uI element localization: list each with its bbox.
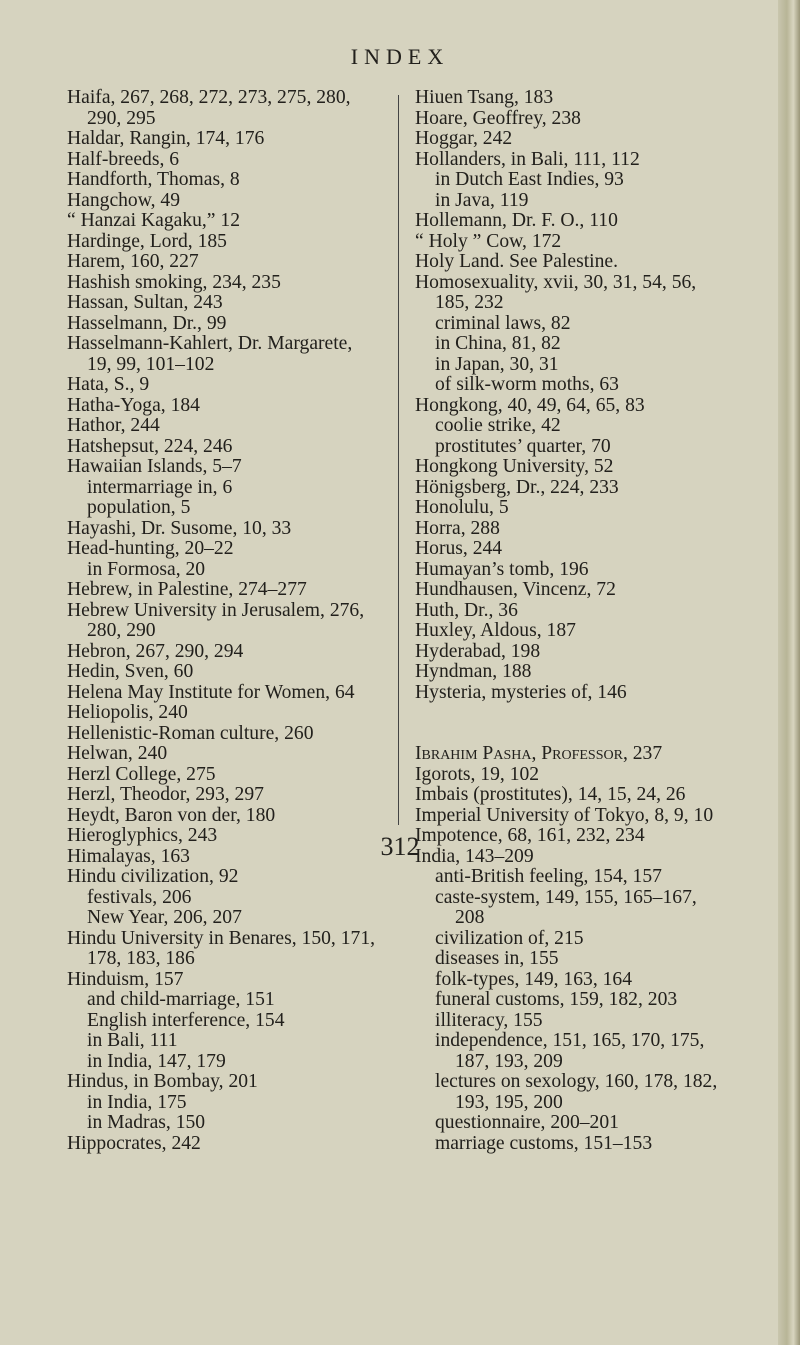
entry-line: Herzl, Theodor, 293, 297 — [67, 784, 264, 805]
index-entry — [67, 170, 392, 191]
page-number: 312 — [380, 832, 420, 861]
index-entry — [67, 314, 392, 335]
entry-line: Hashish smoking, 234, 235 — [67, 271, 281, 293]
index-subentry — [415, 375, 775, 396]
entry-line: Hata, S., 9 — [67, 374, 150, 395]
index-subentry — [415, 1072, 775, 1113]
index-entry — [67, 88, 392, 129]
entry-line: and child-marriage, 151 — [87, 989, 275, 1010]
entry-continuation-line: 290, 295 — [87, 107, 156, 129]
index-entry — [415, 683, 775, 704]
entry-line: Hardinge, Lord, 185 — [67, 230, 227, 252]
entry-line: New Year, 206, 207 — [87, 907, 242, 928]
index-entry — [67, 970, 392, 991]
entry-line: diseases in, 155 — [435, 948, 559, 969]
index-entry — [67, 929, 392, 970]
entry-line: Hongkong, 40, 49, 64, 65, 83 — [415, 394, 645, 416]
entry-line: Humayan’s tomb, 196 — [415, 558, 589, 580]
index-subentry — [415, 191, 775, 212]
entry-line: Hindu University in Benares, 150, 171, — [67, 927, 376, 949]
entry-line: Imperial University of Tokyo, 8, 9, 10 — [415, 804, 714, 826]
entry-line: Hollanders, in Bali, 111, 112 — [415, 148, 640, 170]
entry-line: in Dutch East Indies, 93 — [435, 169, 624, 190]
index-subentry — [67, 1011, 392, 1032]
index-subentry — [67, 1031, 392, 1052]
entry-line: criminal laws, 82 — [435, 312, 571, 334]
index-entry — [67, 396, 392, 417]
index-subentry — [67, 888, 392, 909]
index-entry — [415, 232, 775, 253]
entry-line: Hysteria, mysteries of, 146 — [415, 681, 627, 703]
entry-line: Hellenistic-Roman culture, 260 — [67, 722, 314, 744]
entry-line: Haldar, Rangin, 174, 176 — [67, 128, 265, 149]
entry-line: English interference, 154 — [87, 1009, 285, 1031]
entry-line: Holy Land. See Palestine. — [415, 251, 618, 272]
entry-line: in Japan, 30, 31 — [435, 353, 559, 375]
index-entry — [415, 765, 775, 786]
index-subentry — [415, 170, 775, 191]
column-divider — [398, 95, 399, 825]
entry-line: Hayashi, Dr. Susome, 10, 33 — [67, 517, 292, 539]
index-subentry — [415, 929, 775, 950]
index-entry — [67, 191, 392, 212]
index-entry — [415, 662, 775, 683]
entry-line: anti-British feeling, 154, 157 — [435, 866, 662, 887]
index-entry — [415, 478, 775, 499]
entry-line: in Formosa, 20 — [87, 558, 206, 580]
entry-line: Hindu civilization, 92 — [67, 866, 239, 887]
index-entry — [67, 252, 392, 273]
entry-line: of silk-worm moths, 63 — [435, 374, 619, 395]
index-subentry — [415, 355, 775, 376]
entry-line: Homosexuality, xvii, 30, 31, 54, 56, — [415, 271, 697, 293]
index-entry — [67, 642, 392, 663]
entry-line: Hönigsberg, Dr., 224, 233 — [415, 476, 619, 498]
index-entry — [67, 1072, 392, 1093]
entry-line: coolie strike, 42 — [435, 415, 561, 436]
index-subentry — [67, 908, 392, 929]
entry-continuation-line: 280, 290 — [87, 620, 156, 641]
entry-line: Helwan, 240 — [67, 743, 168, 764]
entry-line: Himalayas, 163 — [67, 845, 190, 867]
entry-line: Hoare, Geoffrey, 238 — [415, 107, 581, 129]
entry-line: in Bali, 111 — [87, 1030, 178, 1051]
index-entry — [415, 129, 775, 150]
entry-line: Handforth, Thomas, 8 — [67, 169, 240, 190]
entry-line: Hoggar, 242 — [415, 128, 513, 149]
entry-line: in India, 175 — [87, 1091, 187, 1113]
entry-line: Huth, Dr., 36 — [415, 599, 518, 621]
entry-line: Hieroglyphics, 243 — [67, 825, 218, 846]
entry-line: Hawaiian Islands, 5–7 — [67, 456, 242, 477]
index-subentry — [415, 416, 775, 437]
index-entry — [415, 150, 775, 171]
index-subentry — [415, 949, 775, 970]
entry-line: “ Hanzai Kagaku,” 12 — [67, 210, 240, 231]
index-entry — [67, 806, 392, 827]
index-column-left — [67, 88, 392, 1154]
index-entry — [67, 293, 392, 314]
index-entry — [67, 703, 392, 724]
entry-line: Half-breeds, 6 — [67, 148, 180, 170]
entry-line: Helena May Institute for Women, 64 — [67, 681, 355, 703]
entry-line: Heydt, Baron von der, 180 — [67, 804, 276, 826]
index-entry — [415, 580, 775, 601]
index-entry — [415, 519, 775, 540]
index-column-right — [415, 88, 775, 1154]
index-entry — [415, 539, 775, 560]
entry-continuation-line: 185, 232 — [435, 292, 504, 313]
entry-line: Huxley, Aldous, 187 — [415, 620, 576, 641]
index-entry — [415, 457, 775, 478]
entry-line: questionnaire, 200–201 — [435, 1112, 619, 1133]
entry-line: Hollemann, Dr. F. O., 110 — [415, 210, 618, 231]
index-entry — [67, 334, 392, 375]
page-edge-decoration — [778, 0, 800, 1345]
entry-line: Imbais (prostitutes), 14, 15, 24, 26 — [415, 784, 686, 805]
entry-line: Herzl College, 275 — [67, 763, 216, 785]
entry-line: Harem, 160, 227 — [67, 251, 199, 272]
entry-line: in Java, 119 — [435, 189, 529, 211]
entry-line: Hatha-Yoga, 184 — [67, 394, 200, 416]
entry-line: independence, 151, 165, 170, 175, — [435, 1030, 705, 1051]
page-title: INDEX — [350, 44, 450, 69]
index-subentry — [415, 437, 775, 458]
index-entry — [415, 252, 775, 273]
entry-continuation-line: 208 — [455, 907, 485, 928]
entry-line: Hyderabad, 198 — [415, 640, 541, 662]
entry-continuation-line: 193, 195, 200 — [455, 1091, 563, 1113]
entry-continuation-line: 187, 193, 209 — [455, 1050, 563, 1072]
index-entry — [415, 744, 775, 765]
entry-line: funeral customs, 159, 182, 203 — [435, 989, 678, 1010]
entry-line: Hindus, in Bombay, 201 — [67, 1071, 258, 1092]
index-entry — [67, 129, 392, 150]
index-entry — [67, 580, 392, 601]
index-subentry — [415, 867, 775, 888]
entry-line: in India, 147, 179 — [87, 1050, 226, 1072]
entry-line: Hasselmann-Kahlert, Dr. Margarete, — [67, 333, 353, 354]
entry-line: Heliopolis, 240 — [67, 702, 188, 723]
index-entry — [67, 867, 392, 888]
entry-line: intermarriage in, 6 — [87, 476, 233, 498]
entry-line: civilization of, 215 — [435, 927, 584, 949]
index-subentry — [67, 1093, 392, 1114]
entry-line: illiteracy, 155 — [435, 1009, 543, 1031]
index-entry — [67, 375, 392, 396]
index-entry — [67, 519, 392, 540]
entry-line: Hiuen Tsang, 183 — [415, 87, 554, 108]
entry-line: Igorots, 19, 102 — [415, 763, 540, 785]
entry-line: folk-types, 149, 163, 164 — [435, 968, 633, 990]
index-subentry — [415, 1011, 775, 1032]
entry-line: Head-hunting, 20–22 — [67, 538, 234, 559]
entry-line: Hatshepsut, 224, 246 — [67, 435, 233, 457]
index-entry — [67, 150, 392, 171]
entry-line: Hathor, 244 — [67, 415, 160, 436]
index-subentry — [415, 970, 775, 991]
entry-line: Hundhausen, Vincenz, 72 — [415, 579, 616, 600]
index-entry — [67, 457, 392, 478]
index-entry — [67, 416, 392, 437]
index-entry — [415, 273, 775, 314]
entry-line: marriage customs, 151–153 — [435, 1132, 653, 1154]
index-subentry — [415, 314, 775, 335]
index-entry — [67, 273, 392, 294]
index-subentry — [415, 1113, 775, 1134]
entry-line: Hangchow, 49 — [67, 189, 180, 211]
entry-continuation-line: 19, 99, 101–102 — [87, 353, 215, 375]
index-entry — [67, 437, 392, 458]
entry-line: Hassan, Sultan, 243 — [67, 292, 223, 313]
entry-line: Hebrew University in Jerusalem, 276, — [67, 599, 365, 621]
index-entry — [415, 88, 775, 109]
entry-continuation-line: 178, 183, 186 — [87, 948, 195, 969]
entry-line: prostitutes’ quarter, 70 — [435, 435, 611, 457]
index-subentry — [67, 498, 392, 519]
index-subentry — [415, 334, 775, 355]
index-entry — [67, 785, 392, 806]
index-entry — [67, 744, 392, 765]
entry-line: Hebrew, in Palestine, 274–277 — [67, 579, 307, 600]
entry-line: Honolulu, 5 — [415, 497, 509, 518]
index-entry — [415, 806, 775, 827]
entry-line: Hasselmann, Dr., 99 — [67, 312, 227, 334]
entry-line: lectures on sexology, 160, 178, 182, — [435, 1071, 718, 1092]
index-subentry — [415, 888, 775, 929]
index-entry — [67, 1134, 392, 1155]
index-entry — [67, 211, 392, 232]
index-entry — [415, 621, 775, 642]
entry-line: Hippocrates, 242 — [67, 1132, 201, 1154]
index-subentry — [67, 1052, 392, 1073]
entry-line: Horus, 244 — [415, 538, 503, 559]
index-entry — [67, 662, 392, 683]
section-gap — [415, 703, 775, 744]
entry-line: India, 143–209 — [415, 845, 534, 867]
entry-line: Hongkong University, 52 — [415, 456, 614, 477]
index-entry — [67, 539, 392, 560]
index-entry — [67, 232, 392, 253]
index-entry — [415, 642, 775, 663]
index-subentry — [415, 990, 775, 1011]
index-entry — [415, 211, 775, 232]
index-entry — [67, 683, 392, 704]
index-subentry — [67, 478, 392, 499]
index-entry — [415, 396, 775, 417]
index-subentry — [415, 1134, 775, 1155]
index-entry — [415, 560, 775, 581]
index-subentry — [67, 990, 392, 1011]
index-entry — [67, 765, 392, 786]
index-subentry — [67, 1113, 392, 1134]
index-entry — [67, 601, 392, 642]
entry-line: festivals, 206 — [87, 886, 192, 908]
entry-line: population, 5 — [87, 497, 191, 518]
entry-line: caste-system, 149, 155, 165–167, — [435, 886, 697, 908]
index-entry — [415, 109, 775, 130]
index-entry — [415, 601, 775, 622]
entry-line: in Madras, 150 — [87, 1112, 206, 1133]
entry-line: “ Holy ” Cow, 172 — [415, 230, 562, 252]
index-entry — [415, 498, 775, 519]
entry-line: Impotence, 68, 161, 232, 234 — [415, 825, 645, 846]
entry-line: Hebron, 267, 290, 294 — [67, 640, 244, 662]
entry-line: Hyndman, 188 — [415, 661, 532, 682]
index-subentry — [415, 1031, 775, 1072]
entry-line: Ibrahim Pasha, Professor, 237 — [415, 743, 663, 764]
index-subentry — [67, 560, 392, 581]
entry-line: Hedin, Sven, 60 — [67, 661, 194, 682]
entry-line: Hinduism, 157 — [67, 968, 184, 990]
entry-line: Haifa, 267, 268, 272, 273, 275, 280, — [67, 87, 351, 108]
index-entry — [67, 724, 392, 745]
index-entry — [415, 785, 775, 806]
entry-line: Horra, 288 — [415, 517, 500, 539]
entry-line: in China, 81, 82 — [435, 333, 561, 354]
